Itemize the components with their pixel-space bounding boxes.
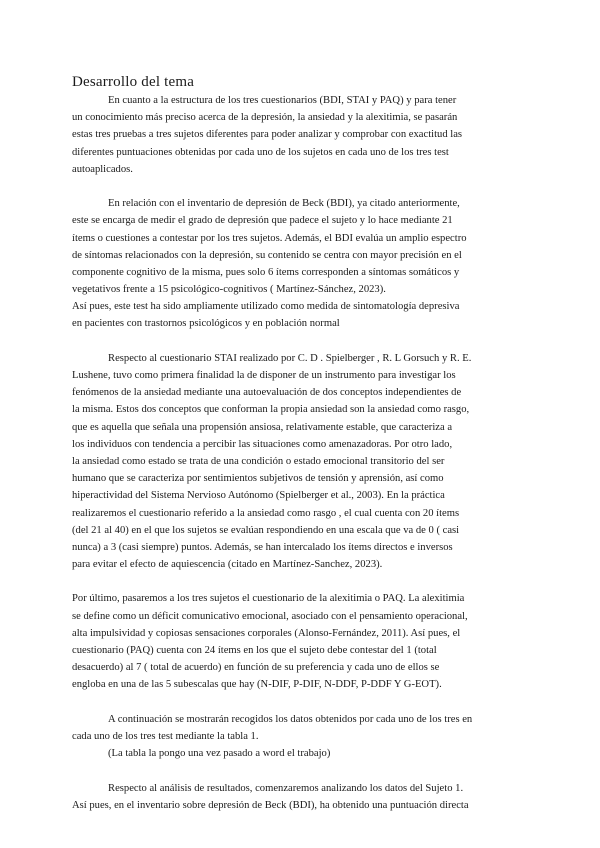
text-line: componente cognitivo de la misma, pues solo 6 ítems corresponden a síntomas somáticos y	[72, 266, 460, 278]
paragraph-gap	[72, 333, 528, 350]
text-line: desacuerdo) al 7 ( total de acuerdo) en función de su preferencia y cada uno de ellos se	[72, 662, 440, 674]
text-line: la misma. Estos dos conceptos que conforman la propia ansiedad son la ansiedad como rasgo,	[72, 404, 470, 416]
text-line: Así pues, en el inventario sobre depresión de Beck (BDI), ha obtenido una puntuación directa	[72, 799, 469, 811]
text-line: se define como un déficit comunicativo emocional, asociado con el pensamiento operacional,	[72, 610, 468, 622]
paragraph-intro	[72, 92, 528, 178]
paragraph-gap	[72, 762, 528, 779]
text-line: Lushene, tuvo como primera finalidad la de disponer de un instrumento para investigar los	[72, 370, 456, 381]
text-line: Respecto al análisis de resultados, comenzaremos analizando los datos del Sujeto 1.	[108, 782, 464, 794]
paragraph-stai	[72, 350, 528, 573]
text-line: Por último, pasaremos a los tres sujetos el cuestionario de la alexitimia o PAQ. La alexitimia	[72, 593, 465, 605]
text-line: este se encarga de medir el grado de depresión que padece el sujeto y lo hace mediante 21	[72, 215, 453, 227]
text-line: En cuanto a la estructura de los tres cuestionarios (BDI, STAI y PAQ) y para tener	[108, 95, 457, 106]
text-line: cuestionario (PAQ) cuenta con 24 ítems en los que el sujeto debe contestar del 1 (total	[72, 645, 437, 656]
text-line: para evitar el efecto de aquiescencia (citado en Martínez-Sanchez, 2023).	[72, 559, 383, 571]
text-line: de síntomas relacionados con la depresión, su contenido se centra con mayor precisión en el	[72, 249, 462, 261]
text-line: en pacientes con trastornos psicológicos y en población normal	[72, 318, 340, 330]
text-line: hiperactividad del Sistema Nervioso Autónomo (Spielberger et al., 2003). En la práctica	[72, 490, 445, 502]
text-line: engloba en una de las 5 subescalas que hay (N-DIF, P-DIF, N-DDF, P-DDF Y G-EOT).	[72, 679, 442, 691]
text-line: un conocimiento más preciso acerca de la depresión, la ansiedad y la alexitimia, se pasarán	[72, 112, 458, 124]
text-line: vegetativos frente a 15 psicológico-cognitivos ( Martínez-Sánchez, 2023).	[72, 284, 386, 296]
text-line: (del 21 al 40) en el que los sujetos se evalúan respondiendo en una escala que va de 0 ( casi	[72, 524, 460, 536]
text-line: diferentes puntuaciones obtenidas por cada uno de los sujetos en cada uno de los tres test	[72, 146, 449, 158]
paragraph-gap	[72, 573, 528, 590]
text-line: realizaremos el cuestionario referido a la ansiedad como rasgo , el cual cuenta con 20 ítems	[72, 507, 460, 519]
paragraph-paq	[72, 590, 528, 693]
text-line: autoaplicados.	[72, 163, 133, 175]
text-line: En relación con el inventario de depresión de Beck (BDI), ya citado anteriormente,	[108, 198, 460, 210]
text-line: que es aquella que señala una propensión ansiosa, relativamente estable, que caracteriza a	[72, 421, 453, 433]
paragraph-bdi	[72, 195, 528, 333]
paragraph-results	[72, 780, 528, 814]
text-line: alta impulsividad y copiosas sensaciones corporales (Alonso-Fernández, 2011). Así pues, el	[72, 627, 461, 639]
paragraph-table-note	[72, 711, 528, 763]
text-line: cada uno de los tres test mediante la tabla 1.	[72, 730, 259, 742]
text-line: fenómenos de la ansiedad mediante una autoevaluación de dos conceptos independientes de	[72, 387, 462, 399]
document-body	[72, 92, 528, 814]
text-line: ítems o cuestiones a contestar por los tres sujetos. Además, el BDI evalúa un amplio espectro	[72, 232, 467, 244]
paragraph-gap	[72, 178, 528, 195]
text-line: la ansiedad como estado se trata de una condición o estado emocional transitorio del ser	[72, 455, 445, 467]
section-heading: Desarrollo del tema	[72, 74, 195, 90]
text-line: Respecto al cuestionario STAI realizado por C. D . Spielberger , R. L Gorsuch y R. E.	[108, 352, 472, 364]
text-line: los individuos con tendencia a percibir las situaciones como amenazadoras. Por otro lado,	[72, 438, 453, 450]
text-line: A continuación se mostrarán recogidos los datos obtenidos por cada uno de los tres en	[108, 713, 473, 725]
text-line: nunca) a 3 (casi siempre) puntos. Además, se han intercalado los ítems directos e inversos	[72, 541, 453, 553]
text-line: estas tres pruebas a tres sujetos diferentes para poder analizar y comprobar con exactitud las	[72, 129, 463, 141]
text-line: (La tabla la pongo una vez pasado a word el trabajo)	[108, 748, 331, 760]
text-line: Así pues, este test ha sido ampliamente utilizado como medida de sintomatología depresiva	[72, 301, 460, 313]
text-line: humano que se caracteriza por sentimientos subjetivos de tensión y aprensión, así como	[72, 473, 444, 485]
paragraph-gap	[72, 694, 528, 711]
